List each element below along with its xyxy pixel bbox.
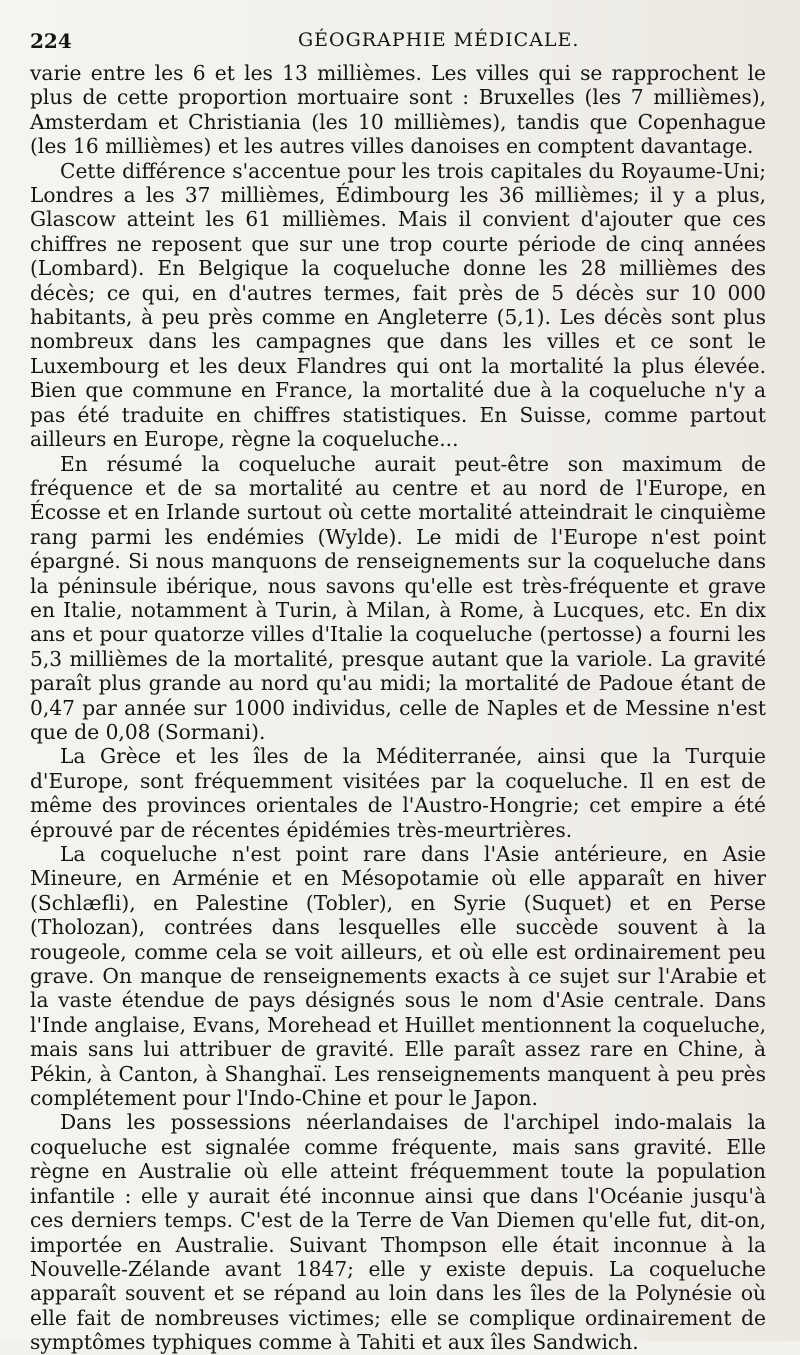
paragraph: En résumé la coqueluche aurait peut-être son maximum de fréquence et de sa mortalité au centre et au nord de l'Europe, en Écosse et en Irlande surtout où cette mortalité atteindrait le cinquième rang parmi les endémies (Wylde). Le midi de l'Europe n'est point épargné. Si nous manquons de renseignements sur la coqueluche dans la péninsule ibérique, nous savons qu'elle est très-fréquente et grave en Italie, notamment à Turin, à Milan, à Rome, à Lucques, etc. En dix ans et pour quatorze villes d'Italie la coqueluche (pertosse) a fourni les 5,3 millièmes de la mortalité, presque autant que la variole. La gravité paraît plus grande au nord qu'au midi; la mortalité de Padoue étant de 0,47 par année sur 1000 individus, celle de Naples et de Messine n'est que de 0,08 (Sormani). xyxy=(30,451,766,744)
paragraph: La coqueluche n'est point rare dans l'Asie antérieure, en Asie Mineure, en Arménie et en Mésopotamie où elle apparaît en hiver (Schlæfli), en Palestine (Tobler), en Syrie (Suquet) et en Perse (Tholozan), contrées dans lesquelles elle succède souvent à la rougeole, comme cela se voit ailleurs, et où elle est ordinairement peu grave. On manque de renseignements exacts à ce sujet sur l'Arabie et la vaste étendue de pays désignés sous le nom d'Asie centrale. Dans l'Inde anglaise, Evans, Morehead et Huillet mentionnent la coqueluche, mais sans lui attribuer de gravité. Elle paraît assez rare en Chine, à Pékin, à Canton, à Shanghaï. Les renseignements manquent à peu près complétement pour l'Indo-Chine et pour le Japon. xyxy=(30,842,766,1111)
paragraph: Dans les possessions néerlandaises de l'archipel indo-malais la coqueluche est signalée comme fréquente, mais sans gravité. Elle règne en Australie où elle atteint fréquemment toute la population infantile : elle y aurait été inconnue ainsi que dans l'Océanie jusqu'à ces derniers temps. C'est de la Terre de Van Diemen qu'elle fut, dit-on, importée en Australie. Suivant Thompson elle était inconnue à la Nouvelle-Zélande avant 1847; elle y existe depuis. La coqueluche apparaît souvent et se répand au loin dans les îles de la Polynésie où elle fait de nombreuses victimes; elle se complique ordinairement de symptômes typhiques comme à Tahiti et aux îles Sandwich. xyxy=(30,1110,766,1355)
paragraph: La Grèce et les îles de la Méditerranée, ainsi que la Turquie d'Europe, sont fréquemment visitées par la coqueluche. Il en est de même des provinces orientales de l'Austro-Hongrie; cet empire a été éprouvé par de récentes épidémies très-meurtrières. xyxy=(30,744,766,842)
paragraph: Cette différence s'accentue pour les trois capitales du Royaume-Uni; Londres a les 37 millièmes, Édimbourg les 36 millièmes; il y a plus, Glascow atteint les 61 millièmes. Mais il convient d'ajouter que ces chiffres ne reposent que sur une trop courte période de cinq années (Lombard). En Belgique la coqueluche donne les 28 millièmes des décès; ce qui, en d'autres termes, fait près de 5 décès sur 10 000 habitants, à peu près comme en Angleterre (5,1). Les décès sont plus nombreux dans les campagnes que dans les villes et ce sont le Luxembourg et les deux Flandres qui ont la mortalité la plus élevée. Bien que commune en France, la mortalité due à la coqueluche n'y a pas été traduite en chiffres statistiques. En Suisse, comme partout ailleurs en Europe, règne la coqueluche... xyxy=(30,158,766,452)
paragraph: varie entre les 6 et les 13 millièmes. Les villes qui se rapprochent le plus de cette proportion mortuaire sont : Bruxelles (les 7 millièmes), Amsterdam et Christiania (les 10 millièmes), tandis que Copenhague (les 16 millièmes) et les autres villes danoises en comptent davantage. xyxy=(30,61,766,159)
running-title: GÉOGRAPHIE MÉDICALE. xyxy=(298,29,580,51)
page-header xyxy=(30,29,770,59)
body-text xyxy=(30,61,766,1355)
page-number: 224 xyxy=(30,29,72,53)
